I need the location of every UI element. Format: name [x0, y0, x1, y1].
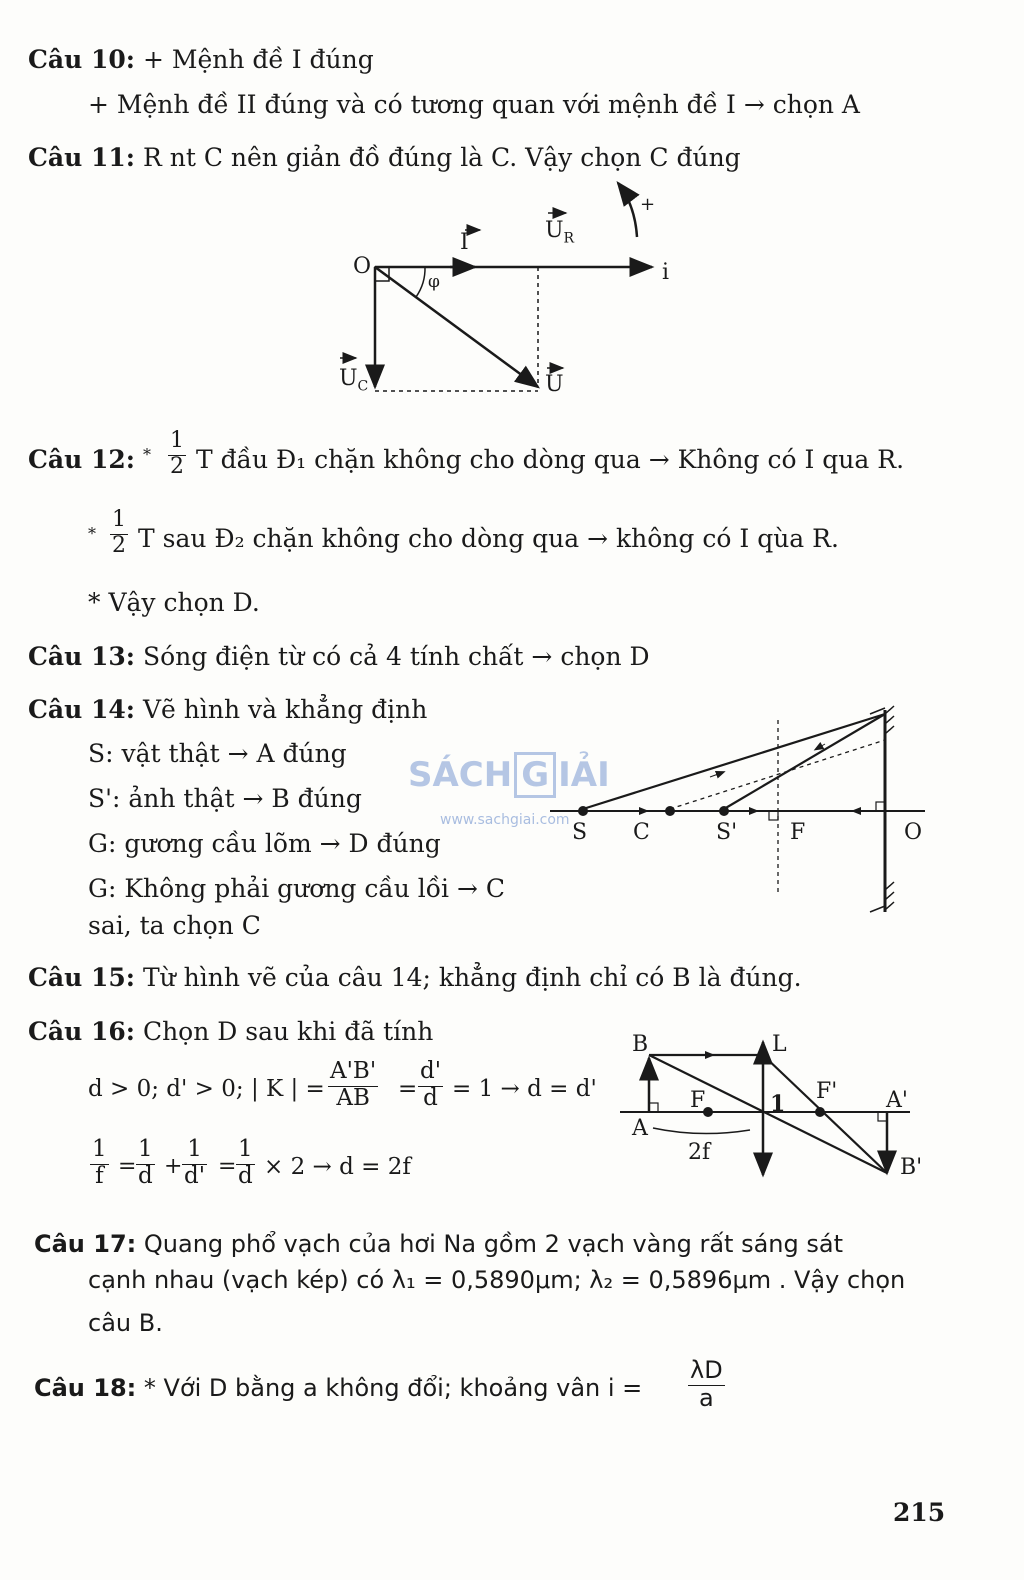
q12-line2: T sau Đ₂ chặn không cho dòng qua → không có I qùa R. [138, 524, 839, 553]
incident-ray [583, 714, 885, 809]
focal-right-angle [769, 811, 778, 820]
central-ray [649, 1055, 887, 1173]
q16-eq2-f4: $\frac{1}{d}$ [238, 1136, 253, 1189]
q14-item-5: sai, ta chọn C [88, 911, 261, 940]
q16-eq2-f3: $\frac{1}{d'}$ [184, 1136, 206, 1189]
q12-frac-1: $\frac{1}{2}$ [170, 428, 184, 479]
label-O: O [904, 820, 923, 845]
label-S-prime: S' [716, 820, 738, 845]
reflected-ray [724, 714, 885, 809]
label-F: F [690, 1088, 706, 1113]
q14-item-2: S': ảnh thật → B đúng [88, 784, 362, 813]
mirror-hatching [870, 706, 894, 912]
point-F-prime [815, 1107, 825, 1117]
label-i: i [662, 260, 670, 285]
q10-line2: + Mệnh đề II đúng và có tương quan với mệnh đề I → chọn A [88, 90, 860, 119]
q16-lens-diagram [615, 1030, 915, 1185]
label-S: S [572, 820, 588, 845]
q16-line: Câu 16: Chọn D sau khi đã tính [28, 1017, 434, 1046]
watermark-logo: SÁCH G IẢI [408, 752, 610, 798]
label-2f: 2f [688, 1140, 711, 1165]
dashed-ray [670, 740, 885, 809]
q12-line3: * Vậy chọn D. [88, 588, 260, 617]
q12-label: Câu 12: * [28, 445, 151, 474]
label-I: I [460, 230, 469, 255]
2f-brace [653, 1128, 750, 1134]
q16-eq2-eq: = [118, 1154, 137, 1179]
q16-eq2-f1: $\frac{1}{f}$ [92, 1136, 107, 1189]
q16-eq2-plus: + [164, 1154, 183, 1179]
U-vector [375, 267, 538, 387]
label-B-prime: B' [900, 1155, 923, 1180]
label-O: O [353, 254, 372, 279]
q14-line: Câu 14: Vẽ hình và khẳng định [28, 695, 428, 724]
q15-line: Câu 15: Từ hình vẽ của câu 14; khẳng định chỉ có B là đúng. [28, 963, 802, 992]
q11-line [28, 145, 741, 170]
q16-eq1-right: = 1 → d = d' [452, 1076, 597, 1102]
point-C [665, 806, 675, 816]
q16-eq1-frac1: $\frac{A'B'}{AB}$ [330, 1058, 377, 1111]
q16-eq2-eq2: = [218, 1154, 237, 1179]
q18-line: Câu 18: * Với D bằng a không đổi; khoảng vân i = [34, 1374, 643, 1402]
point-S-prime [719, 806, 729, 816]
label-L: L [772, 1032, 787, 1057]
q16-eq1-frac2: $\frac{d'}{d}$ [420, 1058, 442, 1111]
q10-line1 [28, 47, 374, 72]
label-U: U [545, 372, 564, 397]
label-UR: $U_R$ [545, 218, 575, 247]
q11-text: R nt C nên giản đồ đúng là C. Vậy chọn C đúng [142, 143, 741, 172]
q14-item-4: G: Không phải gương cầu lồi → C [88, 874, 506, 903]
q12-line1: T đầu Đ₁ chặn không cho dòng qua → Không có I qua R. [196, 445, 905, 474]
q11-phasor-diagram [330, 175, 690, 405]
q18-frac: $\frac{\lambda D}{a}$ [690, 1356, 723, 1412]
q14-item-3: G: gương cầu lõm → D đúng [88, 829, 441, 858]
point-S [578, 806, 588, 816]
q14-mirror-diagram [540, 700, 930, 925]
label-B: B [632, 1032, 649, 1057]
q16-eq2-f2: $\frac{1}{d}$ [138, 1136, 153, 1189]
q10-label: Câu 10: [28, 45, 135, 74]
q12-star-2: * [88, 524, 96, 543]
ray-arrow-1 [710, 773, 721, 777]
q11-label: Câu 11: [28, 143, 135, 172]
phi-arc [416, 267, 425, 297]
q17-line3: câu B. [88, 1309, 163, 1337]
page-number: 215 [893, 1498, 946, 1527]
q17-line1: Câu 17: Quang phổ vạch của hơi Na gồm 2 vạch vàng rất sáng sát [34, 1230, 843, 1258]
label-phi: φ [428, 272, 440, 292]
q12-frac-2: $\frac{1}{2}$ [112, 507, 126, 558]
q17-line2: cạnh nhau (vạch kép) có λ₁ = 0,5890μm; λ₂ = 0,5896μm . Vậy chọn [88, 1266, 906, 1294]
label-F-prime: F' [816, 1079, 838, 1104]
label-plus: + [640, 194, 656, 215]
right-angle-A [649, 1103, 658, 1112]
label-A: A [632, 1116, 648, 1141]
label-1: 1 [770, 1091, 786, 1117]
right-angle-A-prime [878, 1112, 887, 1121]
rotation-arrow-icon [618, 183, 637, 237]
q14-item-1: S: vật thật → A đúng [88, 739, 347, 768]
label-A-prime: A' [886, 1088, 908, 1113]
q16-eq2-tail: × 2 → d = 2f [264, 1154, 411, 1180]
q16-eq1-left: d > 0; d' > 0; | K | = [88, 1076, 325, 1102]
q13-line: Câu 13: Sóng điện từ có cả 4 tính chất → chọn D [28, 642, 650, 671]
label-F: F [790, 820, 806, 845]
ray-arrow-2 [818, 744, 825, 748]
q16-eq1-eq: = [398, 1076, 418, 1102]
label-C: C [633, 820, 650, 845]
label-UC: $U_C$ [339, 366, 369, 395]
q10-text: + Mệnh đề I đúng [142, 45, 374, 74]
watermark-url: www.sachgiai.com [440, 812, 570, 828]
